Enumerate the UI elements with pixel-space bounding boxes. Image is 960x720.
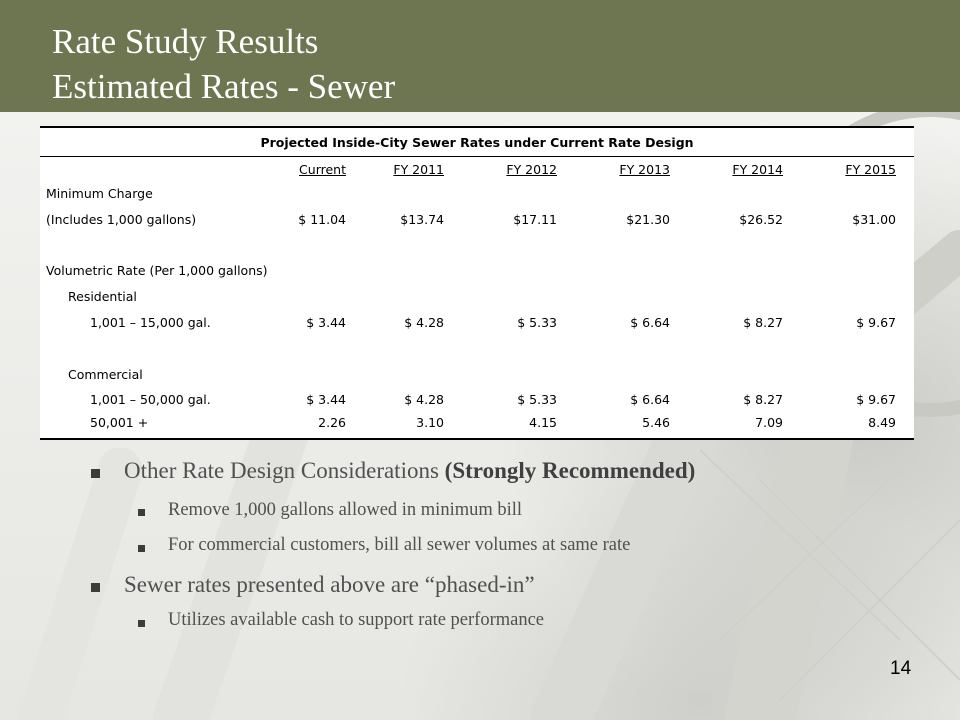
bullet-item-phased-in: Sewer rates presented above are “phased-in”	[124, 572, 535, 597]
residential-tier1-fy2014: $ 8.27	[743, 315, 783, 330]
commercial-tier2-fy2012: 4.15	[529, 415, 557, 430]
minimum-charge-label: Minimum Charge	[46, 186, 153, 201]
slide-title-line-2: Estimated Rates - Sewer	[52, 67, 396, 106]
rates-table	[40, 126, 914, 440]
bullet-square-icon	[91, 583, 100, 592]
table-title: Projected Inside-City Sewer Rates under Current Rate Design	[260, 135, 694, 150]
bullet-item-rate-design-text: Other Rate Design Considerations	[124, 458, 445, 483]
sub-bullet-square-icon	[138, 620, 145, 627]
sub-bullet-square-icon	[138, 509, 145, 516]
residential-tier1-label: 1,001 – 15,000 gal.	[90, 315, 211, 330]
commercial-tier2-label: 50,001 +	[90, 415, 149, 430]
sub-bullet-square-icon	[138, 545, 145, 552]
minimum-charge-fy2014: $26.52	[739, 212, 783, 227]
volumetric-rate-label: Volumetric Rate (Per 1,000 gallons)	[46, 263, 268, 278]
commercial-tier2-current: 2.26	[318, 415, 346, 430]
residential-label: Residential	[68, 289, 137, 304]
column-header-fy2012: FY 2012	[506, 162, 557, 177]
commercial-tier2-fy2014: 7.09	[755, 415, 783, 430]
commercial-tier2-fy2011: 3.10	[416, 415, 444, 430]
commercial-tier2-fy2015: 8.49	[868, 415, 896, 430]
residential-tier1-fy2013: $ 6.64	[630, 315, 670, 330]
commercial-label: Commercial	[68, 367, 143, 382]
slide-title-line-1: Rate Study Results	[52, 22, 319, 61]
column-header-fy2011: FY 2011	[393, 162, 444, 177]
column-header-fy2014: FY 2014	[732, 162, 783, 177]
table-title-rule	[40, 156, 914, 157]
page-number: 14	[890, 658, 912, 679]
title-bar	[0, 0, 960, 112]
column-header-current: Current	[299, 162, 346, 177]
minimum-charge-fy2011: $13.74	[400, 212, 444, 227]
sub-bullet-remove-allowance: Remove 1,000 gallons allowed in minimum bill	[168, 500, 523, 520]
commercial-tier1-current: $ 3.44	[306, 392, 346, 407]
commercial-tier1-fy2014: $ 8.27	[743, 392, 783, 407]
residential-tier1-fy2012: $ 5.33	[517, 315, 557, 330]
commercial-tier2-fy2013: 5.46	[642, 415, 670, 430]
minimum-charge-fy2015: $31.00	[852, 212, 896, 227]
commercial-tier1-fy2011: $ 4.28	[404, 392, 444, 407]
minimum-charge-sublabel: (Includes 1,000 gallons)	[46, 212, 197, 227]
residential-tier1-current: $ 3.44	[306, 315, 346, 330]
commercial-tier1-fy2012: $ 5.33	[517, 392, 557, 407]
residential-tier1-fy2011: $ 4.28	[404, 315, 444, 330]
bullet-item-rate-design-emphasis: (Strongly Recommended)	[444, 458, 696, 483]
bullet-item-rate-design	[124, 458, 695, 484]
commercial-tier1-fy2015: $ 9.67	[856, 392, 896, 407]
column-header-fy2015: FY 2015	[845, 162, 896, 177]
commercial-tier1-label: 1,001 – 50,000 gal.	[90, 392, 211, 407]
column-header-fy2013: FY 2013	[619, 162, 670, 177]
commercial-tier1-fy2013: $ 6.64	[630, 392, 670, 407]
residential-tier1-fy2015: $ 9.67	[856, 315, 896, 330]
minimum-charge-fy2012: $17.11	[513, 212, 557, 227]
minimum-charge-current: $ 11.04	[298, 212, 346, 227]
sub-bullet-available-cash: Utilizes available cash to support rate performance	[168, 610, 545, 630]
minimum-charge-fy2013: $21.30	[626, 212, 670, 227]
sub-bullet-commercial-volumes: For commercial customers, bill all sewer volumes at same rate	[168, 535, 631, 555]
bullet-square-icon	[91, 469, 100, 478]
